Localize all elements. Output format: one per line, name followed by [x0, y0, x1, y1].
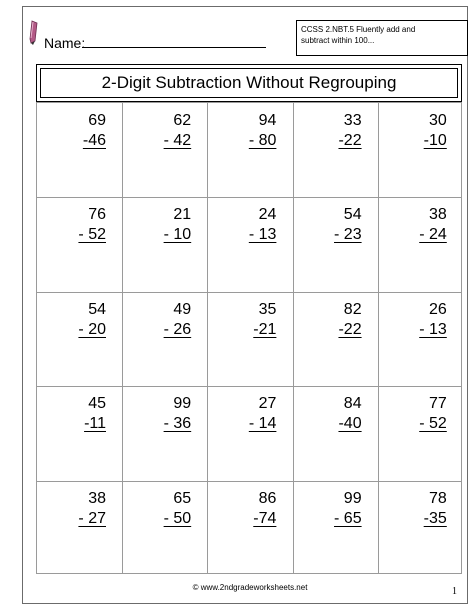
subtrahend: - 52	[419, 415, 447, 433]
subtrahend: - 42	[163, 132, 192, 149]
name-label: Name:	[44, 35, 86, 51]
subtraction-problem	[37, 300, 122, 340]
minuend: 69	[88, 112, 106, 129]
subtrahend: - 23	[334, 226, 362, 244]
minuend: 62	[173, 112, 192, 129]
subtrahend: - 26	[163, 320, 192, 338]
subtraction-problem	[122, 205, 207, 245]
minuend: 76	[88, 206, 106, 224]
subtrahend: - 24	[419, 226, 447, 244]
minuend: 35	[258, 300, 277, 318]
subtrahend: -11	[84, 415, 106, 433]
subtrahend: -35	[423, 509, 447, 527]
minuend: 84	[343, 395, 362, 413]
minuend: 78	[429, 489, 447, 507]
subtrahend: -40	[338, 415, 362, 433]
subtraction-problem	[122, 489, 207, 529]
subtrahend: -46	[82, 132, 106, 149]
subtrahend: - 20	[78, 320, 106, 338]
subtraction-problem	[378, 205, 463, 245]
minuend: 99	[343, 489, 362, 507]
standard-line-2: subtract within 100...	[301, 36, 375, 45]
grid-row-divider	[37, 481, 461, 482]
subtraction-problem	[207, 111, 292, 151]
subtraction-problem	[293, 489, 378, 529]
subtraction-problem	[37, 205, 122, 245]
subtrahend: -74	[253, 509, 277, 527]
subtraction-problem	[293, 394, 378, 434]
subtrahend: -22	[338, 320, 362, 338]
subtraction-problem	[37, 394, 122, 434]
grid-row-divider	[37, 197, 461, 198]
subtrahend: - 13	[419, 320, 447, 338]
minuend: 21	[173, 206, 192, 224]
name-line[interactable]	[82, 47, 266, 48]
subtraction-problem	[378, 300, 463, 340]
minuend: 30	[429, 112, 447, 129]
subtraction-problem	[207, 489, 292, 529]
subtraction-problem	[37, 111, 122, 151]
pencil-icon	[27, 19, 43, 45]
minuend: 54	[343, 206, 362, 224]
footer-copyright: © www.2ndgradeworksheets.net	[192, 583, 308, 592]
subtrahend: - 10	[163, 226, 192, 244]
standard-box	[296, 20, 468, 56]
minuend: 77	[429, 395, 447, 413]
subtrahend: - 13	[248, 226, 277, 244]
worksheet-title: 2-Digit Subtraction Without Regrouping	[40, 68, 458, 98]
subtraction-problem	[293, 205, 378, 245]
subtrahend: - 50	[163, 509, 192, 527]
minuend: 54	[88, 300, 106, 318]
grid-row-divider	[37, 386, 461, 387]
minuend: 94	[258, 112, 277, 129]
minuend: 24	[258, 206, 277, 224]
subtraction-problem	[378, 489, 463, 529]
page-number: 1	[452, 586, 457, 597]
subtrahend: - 65	[334, 509, 362, 527]
problem-grid	[36, 102, 462, 574]
minuend: 99	[173, 395, 192, 413]
minuend: 38	[88, 489, 106, 507]
subtrahend: - 36	[163, 415, 192, 433]
subtraction-problem	[207, 394, 292, 434]
subtrahend: -21	[253, 320, 277, 338]
subtrahend: - 14	[248, 415, 277, 433]
subtraction-problem	[37, 489, 122, 529]
subtrahend: - 52	[78, 226, 106, 244]
minuend: 38	[429, 206, 447, 224]
subtrahend: - 80	[248, 132, 277, 149]
subtrahend: -22	[338, 132, 362, 149]
minuend: 27	[258, 395, 277, 413]
minuend: 45	[88, 395, 106, 413]
minuend: 26	[429, 300, 447, 318]
minuend: 33	[343, 112, 362, 129]
minuend: 49	[173, 300, 192, 318]
subtrahend: -10	[423, 132, 447, 149]
subtraction-problem	[293, 111, 378, 151]
subtraction-problem	[122, 394, 207, 434]
minuend: 86	[258, 489, 277, 507]
minuend: 82	[343, 300, 362, 318]
minuend: 65	[173, 489, 192, 507]
subtraction-problem	[207, 205, 292, 245]
subtraction-problem	[122, 300, 207, 340]
grid-row-divider	[37, 292, 461, 293]
subtraction-problem	[122, 111, 207, 151]
subtraction-problem	[293, 300, 378, 340]
subtraction-problem	[207, 300, 292, 340]
standard-line-1: CCSS 2.NBT.5 Fluently add and	[301, 25, 416, 34]
subtrahend: - 27	[78, 509, 106, 527]
title-box	[36, 64, 462, 102]
subtraction-problem	[378, 394, 463, 434]
subtraction-problem	[378, 111, 463, 151]
